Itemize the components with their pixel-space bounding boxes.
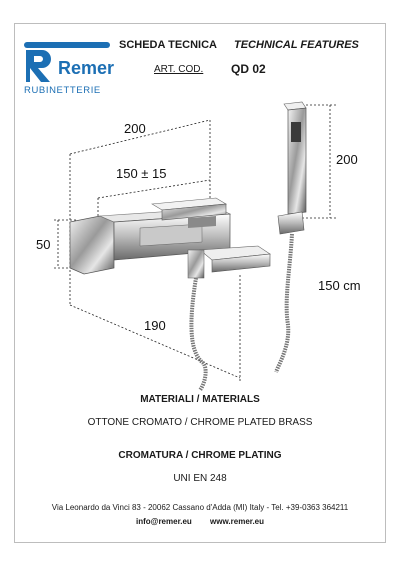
dim-shower-height: 200 — [336, 152, 358, 167]
title-it: SCHEDA TECNICA — [119, 39, 217, 51]
website-link[interactable]: www.remer.eu — [210, 517, 264, 526]
brand-sub: RUBINETTERIE — [24, 85, 101, 96]
dim-height: 50 — [36, 237, 51, 252]
art-code: QD 02 — [231, 62, 266, 76]
plating-heading: CROMATURA / CHROME PLATING — [118, 450, 282, 461]
shower-hose — [191, 278, 205, 390]
mixer-spout — [188, 246, 270, 278]
brand-name: Remer — [58, 58, 115, 78]
dim-center-distance: 150 ± 15 — [116, 166, 167, 181]
company-address: Via Leonardo da Vinci 83 - 20062 Cassano d'Adda (MI) Italy - Tel. +39-0363 364211 — [51, 503, 349, 512]
title-en: TECHNICAL FEATURES — [234, 39, 359, 51]
materials-heading: MATERIALI / MATERIALS — [140, 394, 260, 405]
art-code-label: ART. COD. — [154, 64, 204, 75]
company-contacts — [0, 517, 400, 526]
materials-value: OTTONE CROMATO / CHROME PLATED BRASS — [87, 417, 313, 428]
email-link[interactable]: info@remer.eu — [135, 517, 192, 526]
hand-shower — [276, 102, 306, 372]
remer-logo — [22, 38, 114, 96]
plating-value: UNI EN 248 — [173, 473, 227, 484]
technical-drawing — [36, 100, 380, 390]
dim-hose-length: 150 cm — [318, 278, 361, 293]
dim-depth: 190 — [144, 318, 166, 333]
dim-width-total: 200 — [124, 121, 146, 136]
